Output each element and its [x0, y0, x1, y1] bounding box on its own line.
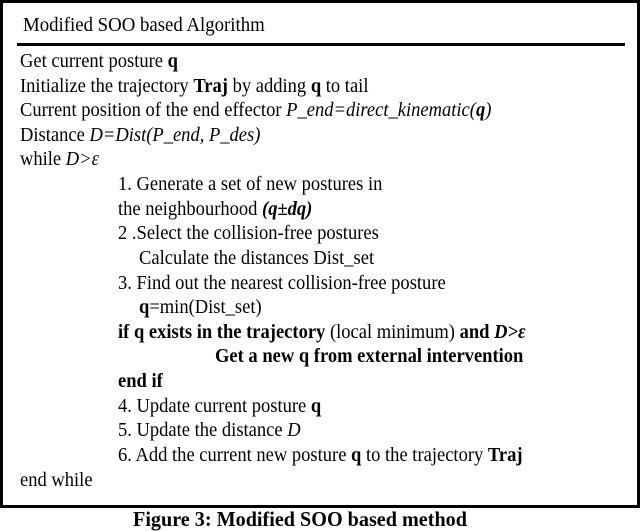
var-q: q — [310, 396, 322, 417]
line-step4 — [118, 395, 321, 419]
text: Distance — [20, 125, 90, 146]
formula: D=Dist(P_end, P_des) — [89, 125, 261, 146]
text: Get a new q from external intervention — [215, 346, 524, 367]
var-q: q — [475, 100, 486, 121]
line-end-if — [118, 370, 163, 394]
var-d: D — [287, 420, 301, 441]
var-q: q — [351, 445, 362, 466]
text: Current position of the end effector — [20, 100, 287, 121]
text: to the trajectory — [361, 445, 488, 466]
text: 6. Add the current new posture — [118, 445, 352, 466]
line-while-start — [20, 148, 99, 172]
text: 4. Update current posture — [118, 396, 311, 417]
line-distance — [20, 124, 260, 148]
algorithm-title: Modified SOO based Algorithm — [23, 14, 265, 36]
figure-caption: Figure 3: Modified SOO based method — [133, 507, 467, 531]
line-step1a — [118, 173, 382, 197]
text: (local minimum) — [329, 322, 460, 343]
var-q: q — [167, 51, 178, 72]
text: by adding — [227, 76, 311, 97]
text: Initialize the trajectory — [20, 76, 194, 97]
line-end-while — [20, 469, 93, 493]
text: Calculate the distances Dist_set — [139, 248, 375, 269]
keyword-end-if: end if — [118, 371, 163, 392]
line-step2b — [139, 247, 374, 271]
formula: =min(Dist_set) — [149, 297, 262, 318]
keyword-if: if q exists in the trajectory — [118, 322, 330, 343]
condition: D>ε — [494, 322, 526, 343]
var-q: q — [310, 76, 322, 97]
text: 2 .Select the collision-free postures — [118, 223, 379, 244]
title-divider — [17, 43, 625, 46]
line-step3b — [139, 296, 262, 320]
text: to tail — [321, 76, 369, 97]
line-if — [118, 321, 526, 345]
keyword-and: and — [459, 322, 495, 343]
line-step2a — [118, 222, 379, 246]
line-step3a — [118, 272, 446, 296]
formula: (q±dq) — [262, 199, 313, 220]
condition: D>ε — [65, 149, 99, 170]
text: the neighbourhood — [118, 199, 263, 220]
text: 1. Generate a set of new postures in — [118, 174, 383, 195]
formula: ) — [485, 100, 492, 121]
text: 5. Update the distance — [118, 420, 288, 441]
var-traj: Traj — [193, 76, 228, 97]
var-q: q — [139, 297, 150, 318]
var-traj: Traj — [487, 445, 523, 466]
line-if-body — [215, 345, 523, 369]
line-end-effector — [20, 99, 491, 123]
text: Get current posture — [20, 51, 168, 72]
formula: P_end=direct_kinematic( — [286, 100, 476, 121]
line-step5 — [118, 419, 301, 443]
text: 3. Find out the nearest collision-free posture — [118, 273, 446, 294]
line-step6 — [118, 444, 523, 468]
line-init-traj — [20, 75, 368, 99]
keyword-while: while — [20, 149, 66, 170]
line-get-posture — [20, 50, 178, 74]
keyword-end-while: end while — [20, 470, 93, 491]
line-step1b — [118, 198, 312, 222]
